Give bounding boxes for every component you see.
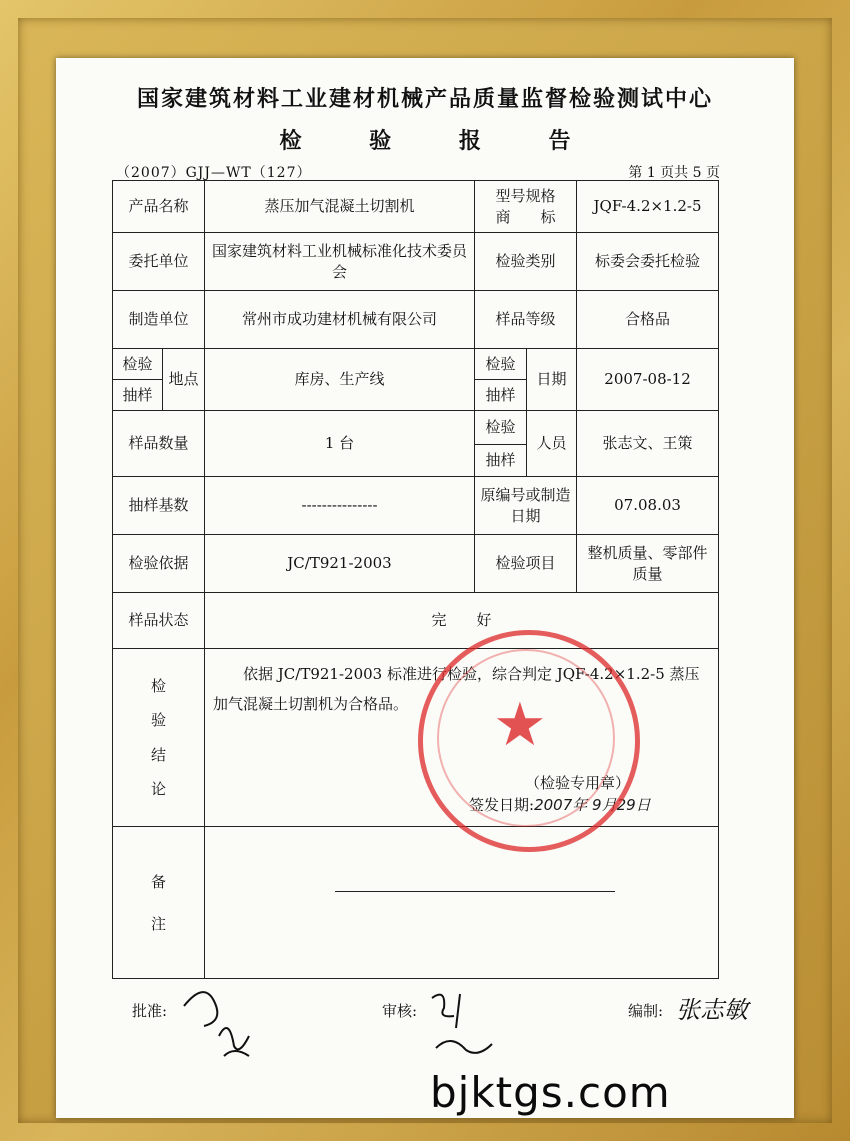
remarks-cell <box>205 827 719 979</box>
person-sub-2: 抽样 <box>475 445 527 477</box>
maker-label: 制造单位 <box>113 291 205 349</box>
table-row <box>113 593 719 649</box>
person-label: 人员 <box>527 411 577 477</box>
table-row <box>113 233 719 291</box>
compile-label: 编制: <box>628 1002 664 1020</box>
table-row <box>113 291 719 349</box>
approve-signature <box>174 976 264 1066</box>
grade-label: 样品等级 <box>475 291 577 349</box>
review-signature <box>426 988 506 1068</box>
place-label: 地点 <box>163 349 205 411</box>
orig-no-value: 07.08.03 <box>577 477 719 535</box>
person-value: 张志文、王策 <box>577 411 719 477</box>
inspect-type-value: 标委会委托检验 <box>577 233 719 291</box>
basis-label: 检验依据 <box>113 535 205 593</box>
sampling-label-1: 检验 <box>113 349 163 380</box>
base-label: 抽样基数 <box>113 477 205 535</box>
basis-value: JC/T921-2003 <box>205 535 475 593</box>
maker-value: 常州市成功建材机械有限公司 <box>205 291 475 349</box>
conclusion-text: 依据 JC/T921-2003 标准进行检验，综合判定 JQF-4.2×1.2-5 蒸压加气混凝土切割机为合格品。 <box>213 665 700 713</box>
report-table <box>112 180 719 979</box>
date-sub-2: 抽样 <box>475 380 527 411</box>
page-info: 第 1 页共 5 页 <box>628 165 720 181</box>
compile-signature: 张志敏 <box>676 996 748 1024</box>
model-value: JQF-4.2×1.2-5 <box>577 181 719 233</box>
table-row <box>113 827 719 979</box>
orig-no-label: 原编号或制造日期 <box>475 477 577 535</box>
client-label: 委托单位 <box>113 233 205 291</box>
seal-label: （检验专用章） <box>525 774 631 792</box>
items-label: 检验项目 <box>475 535 577 593</box>
report-paper <box>56 58 794 1118</box>
date-sub-1: 检验 <box>475 349 527 380</box>
product-name-value: 蒸压加气混凝土切割机 <box>205 181 475 233</box>
qty-label: 样品数量 <box>113 411 205 477</box>
state-label: 样品状态 <box>113 593 205 649</box>
red-seal <box>418 630 640 852</box>
table-row <box>113 181 719 233</box>
base-value: --------------- <box>205 477 475 535</box>
items-value: 整机质量、零部件质量 <box>577 535 719 593</box>
review-label: 审核: <box>382 1002 418 1020</box>
place-value: 库房、生产线 <box>205 349 475 411</box>
report-subtitle: 检 验 报 告 <box>279 128 601 154</box>
table-row <box>113 411 719 445</box>
model-label <box>475 181 577 233</box>
date-label: 日期 <box>527 349 577 411</box>
issue-date-value: 2007年 9月29日 <box>534 796 651 814</box>
approve-label: 批准: <box>132 1002 168 1020</box>
conclusion-label: 检验结论 <box>113 649 205 827</box>
model-label-line1: 型号规格 <box>495 187 556 206</box>
state-value: 完 好 <box>205 593 719 649</box>
table-row <box>113 477 719 535</box>
report-title: 国家建筑材料工业建材机械产品质量监督检验测试中心 <box>136 86 713 112</box>
table-row <box>113 535 719 593</box>
model-label-line2: 商 标 <box>495 207 556 226</box>
remarks-line <box>335 891 615 892</box>
product-name-label: 产品名称 <box>113 181 205 233</box>
report-number: （2007）GJJ—WT（127） <box>116 165 312 181</box>
table-row <box>113 349 719 380</box>
grade-value: 合格品 <box>577 291 719 349</box>
watermark: bjktgs.com <box>430 1068 671 1117</box>
inspect-type-label: 检验类别 <box>475 233 577 291</box>
client-value: 国家建筑材料工业机械标准化技术委员会 <box>205 233 475 291</box>
star-icon: ★ <box>493 690 547 760</box>
sampling-label-2: 抽样 <box>113 380 163 411</box>
qty-value: 1 台 <box>205 411 475 477</box>
issue-date-prefix: 签发日期: <box>469 796 535 814</box>
person-sub-1: 检验 <box>475 411 527 445</box>
remarks-label: 备注 <box>113 827 205 979</box>
date-value: 2007-08-12 <box>577 349 719 411</box>
